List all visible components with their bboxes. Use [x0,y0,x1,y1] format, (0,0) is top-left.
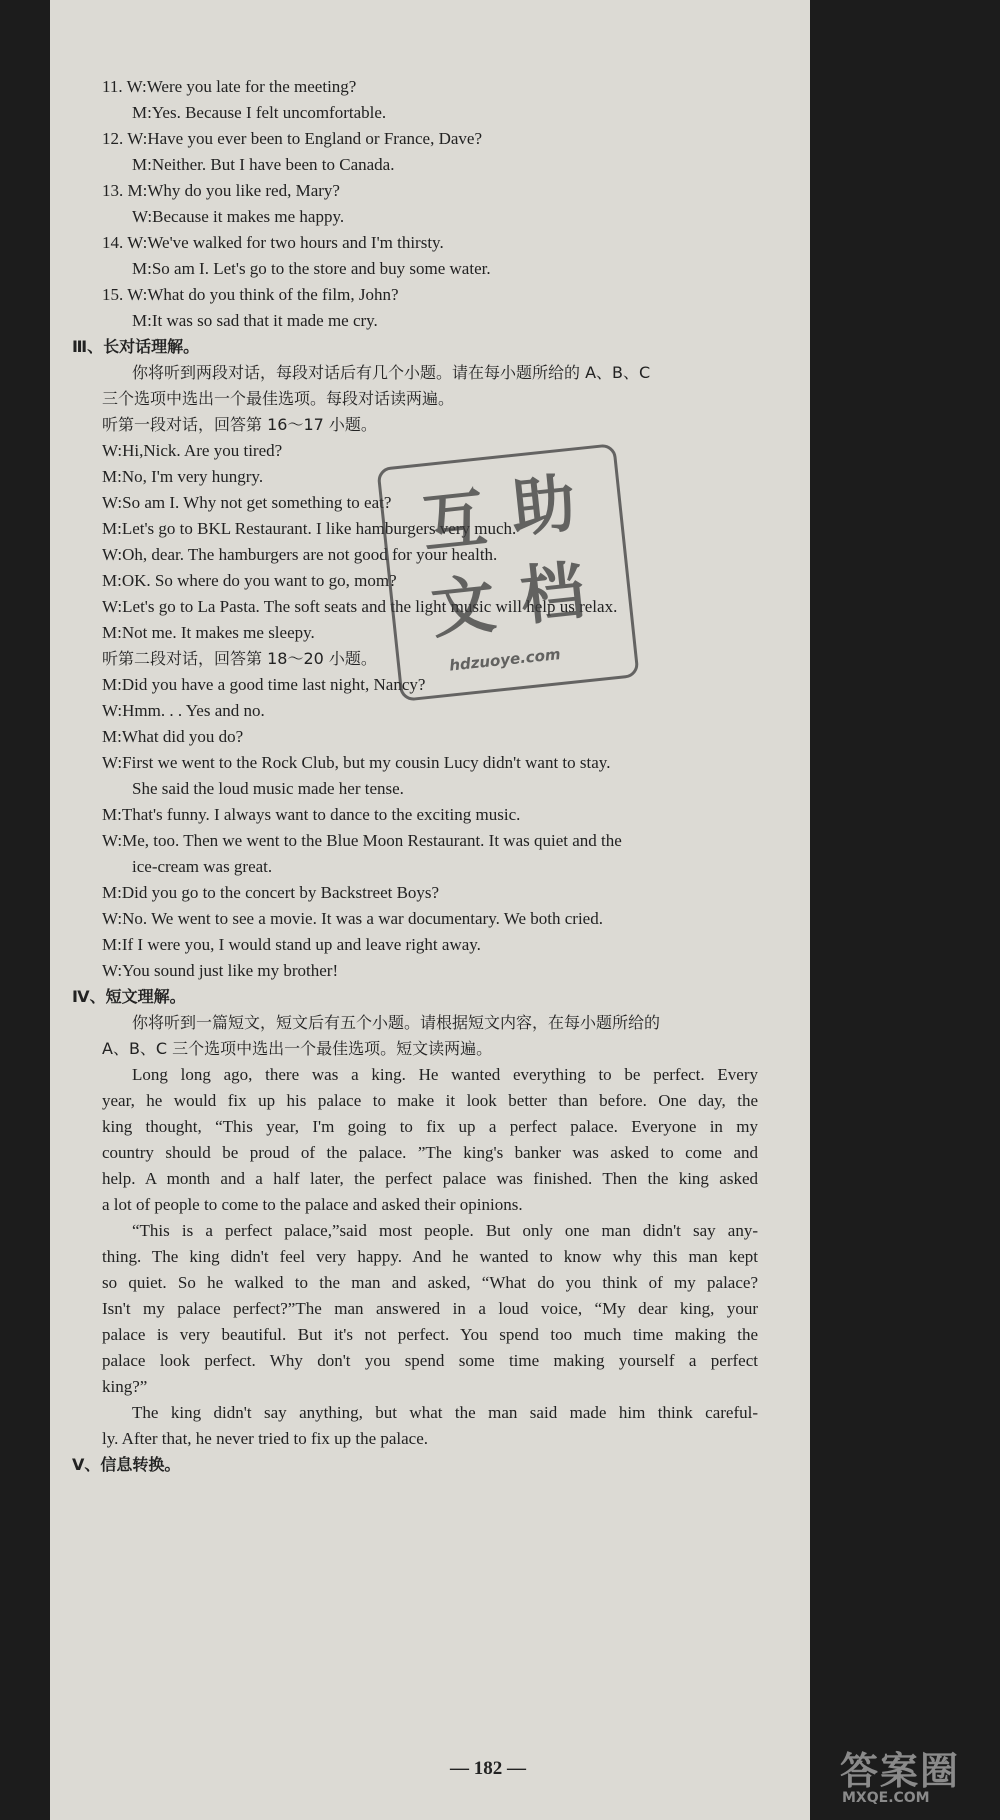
part2-line-6: M:That's funny. I always want to dance to the exciting music. [102,805,521,824]
passage-p2-line-6: palace look perfect. Why don't you spend some time making yourself a perfect [102,1351,758,1370]
section-4-heading: Ⅳ、短文理解。 [72,987,186,1006]
section-4-instruction-line2: A、B、C 三个选项中选出一个最佳选项。短文读两遍。 [102,1039,493,1058]
dialogue-12-question: 12. W:Have you ever been to England or France, Dave? [102,129,483,148]
stamp-char-2: 助 [507,466,580,548]
part1-line-8: M:Not me. It makes me sleepy. [102,623,315,642]
dialogue-14-question: 14. W:We've walked for two hours and I'm thirsty. [102,233,444,252]
stamp-char-3: 文 [427,567,500,648]
part1-line-6: M:OK. So where do you want to go, mom? [102,571,397,590]
part-2-label: 听第二段对话，回答第 18～20 小题。 [102,649,377,668]
dialogue-11-answer: M:Yes. Because I felt uncomfortable. [132,103,387,122]
stamp-char-1: 互 [418,482,491,563]
dialogue-12-answer: M:Neither. But I have been to Canada. [132,155,395,174]
part2-line-1: M:Did you have a good time last night, Nancy? [102,675,426,694]
section-3-instruction-line1: 你将听到两段对话，每段对话后有几个小题。请在每小题所给的 A、B、C [132,363,651,382]
page-number: — 182 — [450,1758,526,1779]
section-5-heading: Ⅴ、信息转换。 [72,1455,181,1474]
passage-p2-line-5: palace is very beautiful. But it's not perfect. You spend too much time making the [102,1325,758,1344]
part-1-label: 听第一段对话，回答第 16～17 小题。 [102,415,377,434]
part2-line-4: W:First we went to the Rock Club, but my cousin Lucy didn't want to stay. [102,753,611,772]
passage-p2-line-1: “This is a perfect palace,”said most people. But only one man didn't say any- [132,1221,758,1240]
passage-p2-line-3: so quiet. So he walked to the man and asked, “What do you think of my palace? [102,1273,758,1292]
part2-line-10: W:No. We went to see a movie. It was a war documentary. We both cried. [102,909,603,928]
passage-p1-line-5: help. A month and a half later, the perfect palace was finished. Then the king asked [102,1169,758,1188]
passage-p2-line-4: Isn't my palace perfect?”The man answered in a loud voice, “My dear king, your [102,1299,758,1318]
passage-p1-line-1: Long long ago, there was a king. He wanted everything to be perfect. Every [132,1065,758,1084]
part2-line-8: ice-cream was great. [132,857,273,876]
dialogue-11-question: 11. W:Were you late for the meeting? [102,77,357,96]
stamp-url: hdzuoye.com [448,645,562,675]
passage-p1-line-2: year, he would fix up his palace to make it look better than before. One day, the [102,1091,758,1110]
part1-line-5: W:Oh, dear. The hamburgers are not good for your health. [102,545,498,564]
passage-p3-line-2: ly. After that, he never tried to fix up the palace. [102,1429,429,1448]
part1-line-4: M:Let's go to BKL Restaurant. I like hamburgers very much. [102,519,517,538]
site-logo [840,1740,990,1810]
passage-p1-line-4: country should be proud of the palace. ”The king's banker was asked to come and [102,1143,758,1162]
part1-line-1: W:Hi,Nick. Are you tired? [102,441,283,460]
part2-line-9: M:Did you go to the concert by Backstreet Boys? [102,883,440,902]
part2-line-2: W:Hmm. . . Yes and no. [102,701,265,720]
dialogue-15-question: 15. W:What do you think of the film, John? [102,285,399,304]
document-page [50,0,810,1820]
part2-line-12: W:You sound just like my brother! [102,961,339,980]
passage-p1-line-3: king thought, “This year, I'm going to fix up a perfect palace. Everyone in my [102,1117,758,1136]
part2-line-11: M:If I were you, I would stand up and leave right away. [102,935,481,954]
part1-line-7: W:Let's go to La Pasta. The soft seats and the light music will help us relax. [102,597,618,616]
site-logo-url: MXQE.COM [842,1790,930,1806]
passage-p2-line-7: king?” [102,1377,148,1396]
passage-p3-line-1: The king didn't say anything, but what the man said made him think careful- [132,1403,758,1422]
dialogue-14-answer: M:So am I. Let's go to the store and buy some water. [132,259,491,278]
part1-line-2: M:No, I'm very hungry. [102,467,264,486]
passage-p2-line-2: thing. The king didn't feel very happy. And he wanted to know why this man kept [102,1247,758,1266]
section-4-instruction-line1: 你将听到一篇短文，短文后有五个小题。请根据短文内容，在每小题所给的 [132,1013,661,1032]
part2-line-5: She said the loud music made her tense. [132,779,404,798]
dialogue-15-answer: M:It was so sad that it made me cry. [132,311,378,330]
part2-line-7: W:Me, too. Then we went to the Blue Moon Restaurant. It was quiet and the [102,831,622,850]
site-logo-text: 答案圈 [840,1749,961,1793]
section-3-heading: Ⅲ、长对话理解。 [72,337,200,356]
dialogue-13-answer: W:Because it makes me happy. [132,207,345,226]
passage-p1-line-6: a lot of people to come to the palace and asked their opinions. [102,1195,523,1214]
stamp-char-4: 档 [516,554,589,635]
watermark-stamp [376,443,639,702]
section-3-instruction-line2: 三个选项中选出一个最佳选项。每段对话读两遍。 [102,389,455,408]
part2-line-3: M:What did you do? [102,727,244,746]
part1-line-3: W:So am I. Why not get something to eat? [102,493,392,512]
dialogue-13-question: 13. M:Why do you like red, Mary? [102,181,340,200]
